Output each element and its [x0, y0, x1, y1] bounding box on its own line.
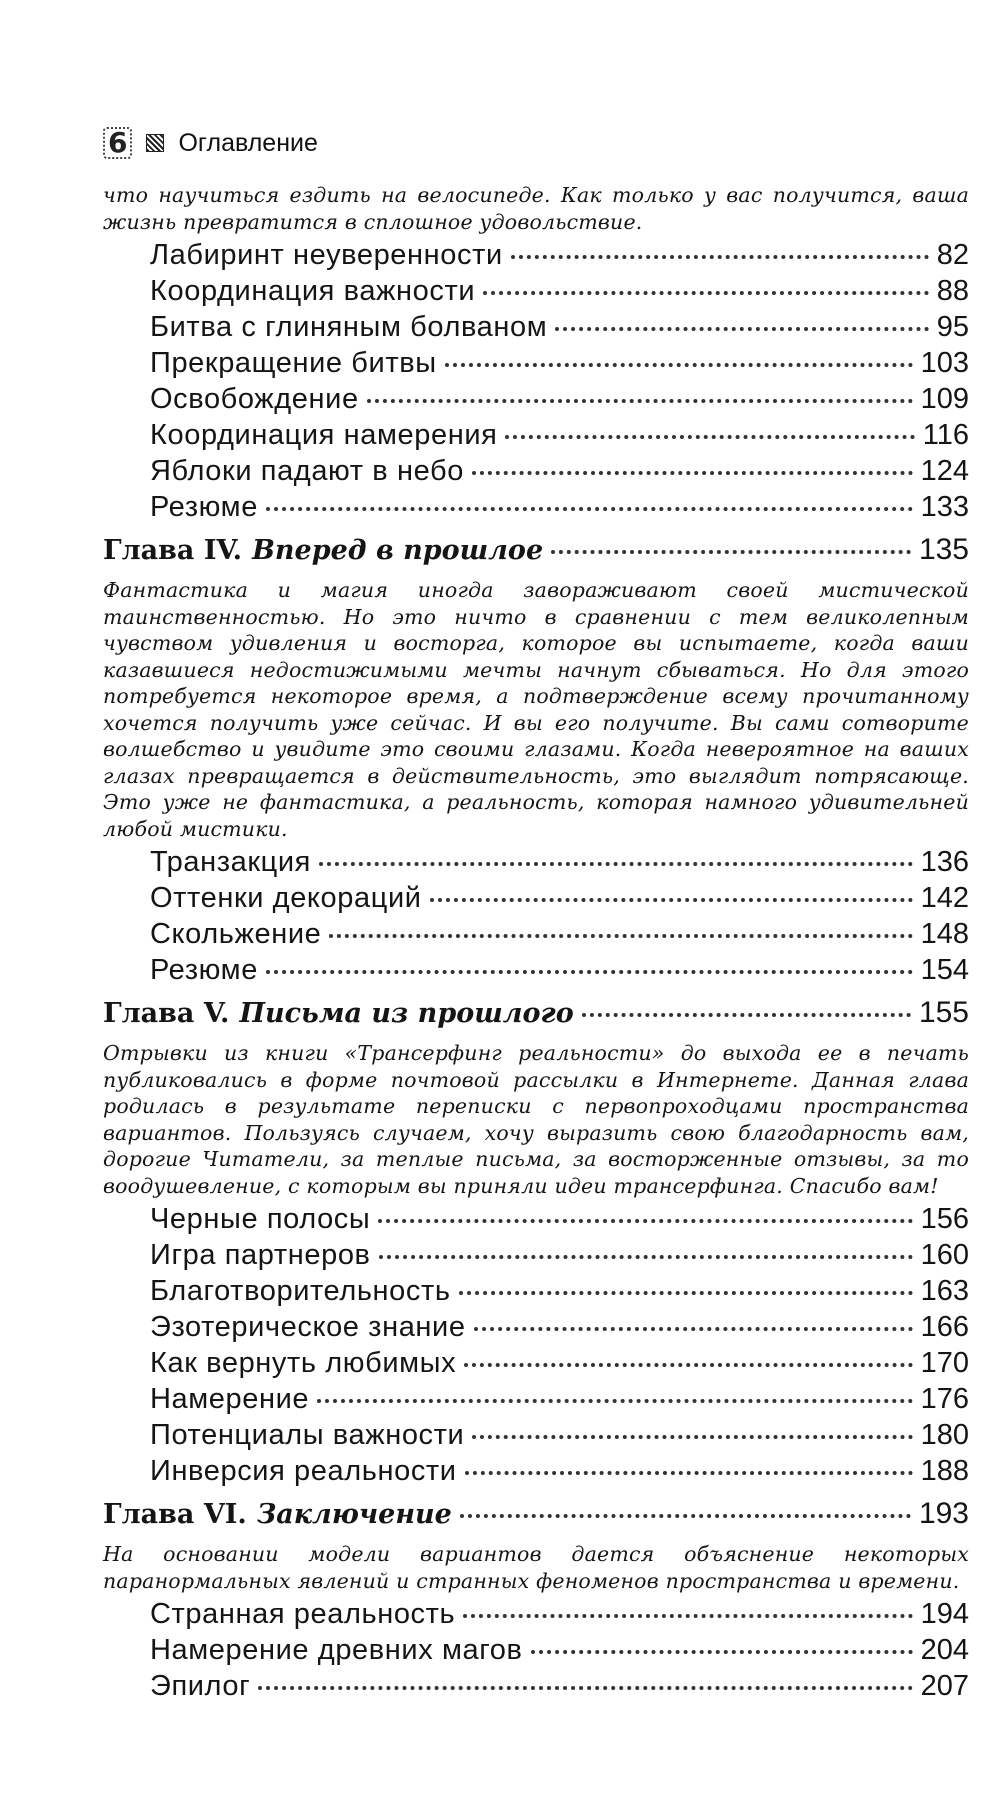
toc-entry[interactable] [150, 311, 969, 347]
entry-page: 166 [920, 1311, 969, 1343]
chapter-description: Отрывки из книги «Трансерфинг реальности» до выхода ее в печать публиковались в форме почтовой рассылки в Интернете. Данная глава родилась в результате переписки с первопроходцами пространства вариантов. Пользуясь случаем, хочу выразить свою благодарность вам, дорогие Читатели, за теплые письма, за восторженные отзывы, за то воодушевление, с которым вы приняли идеи трансерфинга. Спасибо вам! [103, 1041, 969, 1198]
dot-leader [582, 1013, 911, 1017]
dot-leader [329, 934, 912, 938]
dot-leader [474, 1327, 913, 1331]
entry-title: Эпилог [150, 1670, 251, 1702]
toc-entry[interactable] [150, 491, 969, 527]
entry-page: 160 [920, 1239, 969, 1271]
entry-title: Яблоки падают в небо [150, 455, 464, 487]
dot-leader [472, 471, 913, 475]
entry-title: Лабиринт неуверенности [150, 239, 503, 271]
dot-leader [511, 255, 929, 259]
toc-entry[interactable] [150, 1275, 969, 1311]
toc-entry[interactable] [150, 1670, 969, 1706]
toc-entry[interactable] [150, 347, 969, 383]
dot-leader [483, 291, 929, 295]
toc-entry[interactable] [150, 275, 969, 311]
entry-title: Оттенки декораций [150, 882, 422, 914]
dot-leader [367, 399, 913, 403]
entry-title: Координация намерения [150, 419, 498, 451]
toc-entry[interactable] [150, 1598, 969, 1634]
toc-entry[interactable] [150, 846, 969, 882]
toc-entry[interactable] [150, 419, 969, 455]
toc-entry[interactable] [150, 1311, 969, 1347]
entry-title: Игра партнеров [150, 1239, 371, 1271]
dot-leader [555, 327, 928, 331]
chapter-label: Глава V. [103, 998, 230, 1029]
toc-page [103, 118, 969, 1708]
entry-page: 204 [920, 1634, 969, 1666]
dot-leader [463, 1614, 912, 1618]
chapter-entries [150, 846, 969, 990]
toc-entry[interactable] [150, 882, 969, 918]
entry-page: 188 [920, 1455, 969, 1487]
entry-title: Координация важности [150, 275, 476, 307]
entry-page: 156 [920, 1203, 969, 1235]
running-header [103, 118, 969, 168]
toc-entry[interactable] [150, 1347, 969, 1383]
chapter-name: Вперед в прошлое [252, 535, 544, 566]
toc-entry[interactable] [150, 1239, 969, 1275]
header-title: Оглавление [178, 128, 318, 157]
entry-page: 163 [920, 1275, 969, 1307]
dot-leader [551, 550, 911, 554]
entry-title: Прекращение битвы [150, 347, 437, 379]
entry-page: 170 [920, 1347, 969, 1379]
chapter-label: Глава IV. [103, 535, 243, 566]
entry-title: Транзакция [150, 846, 311, 878]
entry-page: 136 [920, 846, 969, 878]
entry-page: 116 [922, 419, 969, 451]
ornament-icon [146, 134, 164, 152]
chapter-page: 193 [918, 1497, 969, 1530]
dot-leader [460, 1514, 911, 1518]
entry-page: 176 [920, 1383, 969, 1415]
entry-page: 103 [920, 347, 969, 379]
dot-leader [445, 363, 913, 367]
chapter-name: Заключение [256, 1499, 452, 1530]
toc-entry[interactable] [150, 1455, 969, 1491]
entry-title: Резюме [150, 954, 258, 986]
chapter-label: Глава VI. [103, 1499, 247, 1530]
chapter-heading[interactable] [103, 1497, 969, 1541]
dot-leader [378, 1219, 912, 1223]
toc-entry[interactable] [150, 954, 969, 990]
toc-entry[interactable] [150, 1203, 969, 1239]
chapter-description: Фантастика и магия иногда завораживают своей мистической таинственностью. Но это ничто в сравнении с тем великолепным чувством удивления и восторга, которое вы испытаете, когда ваши казавшиеся недостижимыми мечты начнут сбываться. Но для этого потребуется некоторое время, а подтверждение всему прочитанному хочется получить уже сейчас. И вы его получите. Вы сами сотворите волшебство и увидите это своими глазами. Когда невероятное на ваших глазах превращается в действительность, это выглядит потрясающе. Это уже не фантастика, а реальность, которая намного удивительней любой мистики. [103, 578, 969, 841]
chapter-entries [150, 1203, 969, 1491]
chapter-page: 155 [918, 996, 969, 1029]
toc-entry[interactable] [150, 383, 969, 419]
chapter-heading[interactable] [103, 533, 969, 577]
dot-leader [464, 1363, 912, 1367]
chapter-entries [150, 1598, 969, 1706]
entry-title: Инверсия реальности [150, 1455, 457, 1487]
dot-leader [266, 507, 913, 511]
entry-page: 124 [920, 455, 969, 487]
toc-entry[interactable] [150, 455, 969, 491]
dot-leader [266, 970, 913, 974]
dot-leader [505, 435, 914, 439]
entry-title: Битва с глиняным болваном [150, 311, 548, 343]
chapter-heading[interactable] [103, 996, 969, 1040]
dot-leader [258, 1686, 912, 1690]
entry-page: 82 [936, 239, 969, 271]
entry-page: 133 [920, 491, 969, 523]
entry-page: 180 [920, 1419, 969, 1451]
dot-leader [379, 1255, 913, 1259]
entry-page: 95 [936, 311, 969, 343]
chapter-page: 135 [918, 533, 969, 566]
entry-page: 148 [920, 918, 969, 950]
toc-entry[interactable] [150, 1419, 969, 1455]
entry-page: 194 [920, 1598, 969, 1630]
dot-leader [465, 1471, 913, 1475]
toc-entry[interactable] [150, 1634, 969, 1670]
entry-title: Резюме [150, 491, 258, 523]
entry-title: Намерение древних магов [150, 1634, 523, 1666]
dot-leader [459, 1291, 913, 1295]
chapter-name: Письма из прошлого [239, 998, 574, 1029]
dot-leader [430, 898, 913, 902]
toc-entry[interactable] [150, 239, 969, 275]
dot-leader [317, 1399, 912, 1403]
entry-title: Как вернуть любимых [150, 1347, 457, 1379]
entry-title: Намерение [150, 1383, 310, 1415]
entry-page: 142 [920, 882, 969, 914]
toc-entry[interactable] [150, 1383, 969, 1419]
entry-title: Благотворительность [150, 1275, 451, 1307]
entry-title: Освобождение [150, 383, 359, 415]
toc-entry[interactable] [150, 918, 969, 954]
entry-page: 207 [920, 1670, 969, 1702]
entry-page: 154 [920, 954, 969, 986]
dot-leader [472, 1435, 912, 1439]
dot-leader [531, 1650, 913, 1654]
entry-page: 109 [920, 383, 969, 415]
entry-title: Черные полосы [150, 1203, 371, 1235]
entry-title: Эзотерическое знание [150, 1311, 466, 1343]
entry-title: Странная реальность [150, 1598, 456, 1630]
chapter-description: На основании модели вариантов дается объяснение некоторых паранормальных явлений и странных феноменов пространства и времени. [103, 1542, 969, 1593]
intro-entries [150, 239, 969, 527]
dot-leader [319, 862, 913, 866]
page-number: 6 [103, 127, 132, 159]
entry-page: 88 [936, 275, 969, 307]
intro-description: что научиться ездить на велосипеде. Как только у вас получится, ваша жизнь превратится в сплошное удовольствие. [103, 183, 969, 234]
entry-title: Скольжение [150, 918, 322, 950]
entry-title: Потенциалы важности [150, 1419, 465, 1451]
